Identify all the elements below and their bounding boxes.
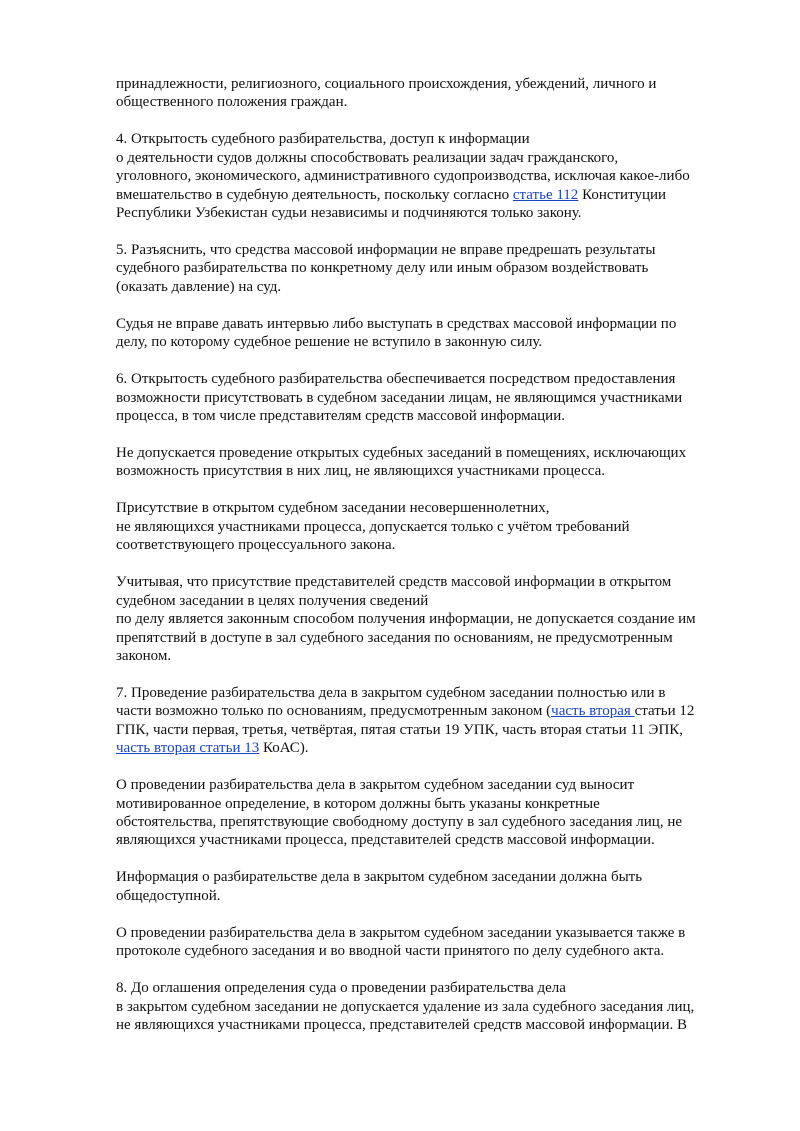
text-line xyxy=(116,610,760,628)
text-line xyxy=(116,924,760,942)
article-link[interactable]: часть вторая статьи 13 xyxy=(116,740,260,757)
paragraph xyxy=(116,979,760,1034)
text-segment: Судья не вправе давать интервью либо выступать в средствах массовой информации по xyxy=(116,315,677,332)
text-line xyxy=(116,942,760,960)
text-segment: протоколе судебного заседания и во вводной части принятого по делу судебного акта. xyxy=(116,943,665,960)
paragraph xyxy=(116,684,760,758)
paragraph xyxy=(116,924,760,961)
text-segment: не являющихся участниками процесса, допускается только с учётом требований xyxy=(116,518,630,535)
text-line xyxy=(116,629,760,647)
text-segment: 4. Открытость судебного разбирательства, доступ к информации xyxy=(116,131,530,148)
text-segment: вмешательство в судебную деятельность, поскольку согласно xyxy=(116,186,513,203)
text-line xyxy=(116,573,760,591)
paragraph xyxy=(116,776,760,850)
text-line xyxy=(116,333,760,351)
text-line xyxy=(116,241,760,259)
text-line xyxy=(116,887,760,905)
text-segment: не являющихся участниками процесса, представителей средств массовой информации. В xyxy=(116,1016,687,1033)
text-segment: мотивированное определение, в котором должны быть указаны конкретные xyxy=(116,795,600,812)
paragraph xyxy=(116,241,760,296)
text-line xyxy=(116,389,760,407)
text-segment: о деятельности судов должны способствовать реализации задач гражданского, xyxy=(116,149,619,166)
text-line xyxy=(116,592,760,610)
text-line xyxy=(116,75,760,93)
text-segment: уголовного, экономического, административного судопроизводства, исключая какое-либо xyxy=(116,168,690,185)
text-segment: делу, по которому судебное решение не вступило в законную силу. xyxy=(116,334,543,351)
text-line xyxy=(116,795,760,813)
text-segment: 8. До оглашения определения суда о проведении разбирательства дела xyxy=(116,980,566,997)
text-segment: Республики Узбекистан судьи независимы и подчиняются только закону. xyxy=(116,205,582,222)
text-line xyxy=(116,684,760,702)
text-segment: (оказать давление) на суд. xyxy=(116,278,282,295)
text-line xyxy=(116,647,760,665)
paragraph xyxy=(116,573,760,665)
text-segment: возможность присутствия в них лиц, не являющихся участниками процесса. xyxy=(116,463,605,480)
text-line xyxy=(116,776,760,794)
text-segment: общественного положения граждан. xyxy=(116,94,348,111)
text-line xyxy=(116,1016,760,1034)
text-line xyxy=(116,979,760,997)
text-segment: Конституции xyxy=(578,186,667,203)
text-segment: общедоступной. xyxy=(116,887,221,904)
text-line xyxy=(116,93,760,111)
text-line xyxy=(116,998,760,1016)
text-line xyxy=(116,444,760,462)
text-line xyxy=(116,370,760,388)
text-line xyxy=(116,739,760,757)
text-segment: части возможно только по основаниям, предусмотренным законом ( xyxy=(116,703,552,720)
text-line xyxy=(116,813,760,831)
text-segment: соответствующего процессуального закона. xyxy=(116,537,396,554)
paragraph xyxy=(116,130,760,222)
text-line xyxy=(116,130,760,148)
text-segment: статьи 12 xyxy=(634,703,695,720)
paragraph xyxy=(116,75,760,112)
text-line xyxy=(116,868,760,886)
paragraph xyxy=(116,444,760,481)
text-segment: законом. xyxy=(116,647,172,664)
text-line xyxy=(116,186,760,204)
text-segment: являющихся участниками процесса, представителей средств массовой информации. xyxy=(116,832,655,849)
text-segment: судебного разбирательства по конкретному делу или иным образом воздействовать xyxy=(116,260,649,277)
article-link[interactable]: часть вторая xyxy=(551,703,635,720)
text-segment: принадлежности, религиозного, социального происхождения, убеждений, личного и xyxy=(116,76,657,92)
text-segment: в закрытом судебном заседании не допускается удаление из зала судебного заседания лиц, xyxy=(116,998,695,1015)
text-line xyxy=(116,462,760,480)
text-segment: Присутствие в открытом судебном заседании несовершеннолетних, xyxy=(116,500,550,517)
text-segment: препятствий в доступе в зал судебного заседания по основаниям, не предусмотренным xyxy=(116,629,673,646)
text-line xyxy=(116,167,760,185)
text-line xyxy=(116,204,760,222)
text-line xyxy=(116,315,760,333)
text-segment: судебном заседании в целях получения сведений xyxy=(116,592,429,609)
text-segment: КоАС). xyxy=(259,740,309,757)
text-line xyxy=(116,518,760,536)
text-line xyxy=(116,702,760,720)
text-line xyxy=(116,536,760,554)
text-line xyxy=(116,259,760,277)
text-segment: ГПК, части первая, третья, четвёртая, пятая статьи 19 УПК, часть вторая статьи 11 ЭПК, xyxy=(116,721,684,738)
text-segment: Не допускается проведение открытых судебных заседаний в помещениях, исключающих xyxy=(116,445,687,462)
text-line xyxy=(116,407,760,425)
text-segment: 6. Открытость судебного разбирательства обеспечивается посредством предоставления xyxy=(116,371,676,388)
text-line xyxy=(116,149,760,167)
text-segment: по делу является законным способом получения информации, не допускается создание им xyxy=(116,611,696,628)
paragraph xyxy=(116,315,760,352)
text-segment: О проведении разбирательства дела в закрытом судебном заседании суд выносит xyxy=(116,777,635,794)
paragraph xyxy=(116,370,760,425)
text-segment: процесса, в том числе представителям средств массовой информации. xyxy=(116,408,565,425)
text-segment: 7. Проведение разбирательства дела в закрытом судебном заседании полностью или в xyxy=(116,684,666,701)
text-line xyxy=(116,831,760,849)
text-line xyxy=(116,721,760,739)
text-segment: Информация о разбирательстве дела в закрытом судебном заседании должна быть xyxy=(116,869,643,886)
text-line xyxy=(116,278,760,296)
paragraph xyxy=(116,868,760,905)
paragraph xyxy=(116,499,760,554)
text-segment: О проведении разбирательства дела в закрытом судебном заседании указывается также в xyxy=(116,924,686,941)
text-segment: возможности присутствовать в судебном заседании лицам, не являющимся участниками xyxy=(116,389,683,406)
text-line xyxy=(116,499,760,517)
text-segment: обстоятельства, препятствующие свободному доступу в зал судебного заседания лиц, не xyxy=(116,813,683,830)
article-link[interactable]: статье 112 xyxy=(512,186,579,203)
text-segment: Учитывая, что присутствие представителей средств массовой информации в открытом xyxy=(116,574,672,591)
text-segment: 5. Разъяснить, что средства массовой информации не вправе предрешать результаты xyxy=(116,242,656,259)
